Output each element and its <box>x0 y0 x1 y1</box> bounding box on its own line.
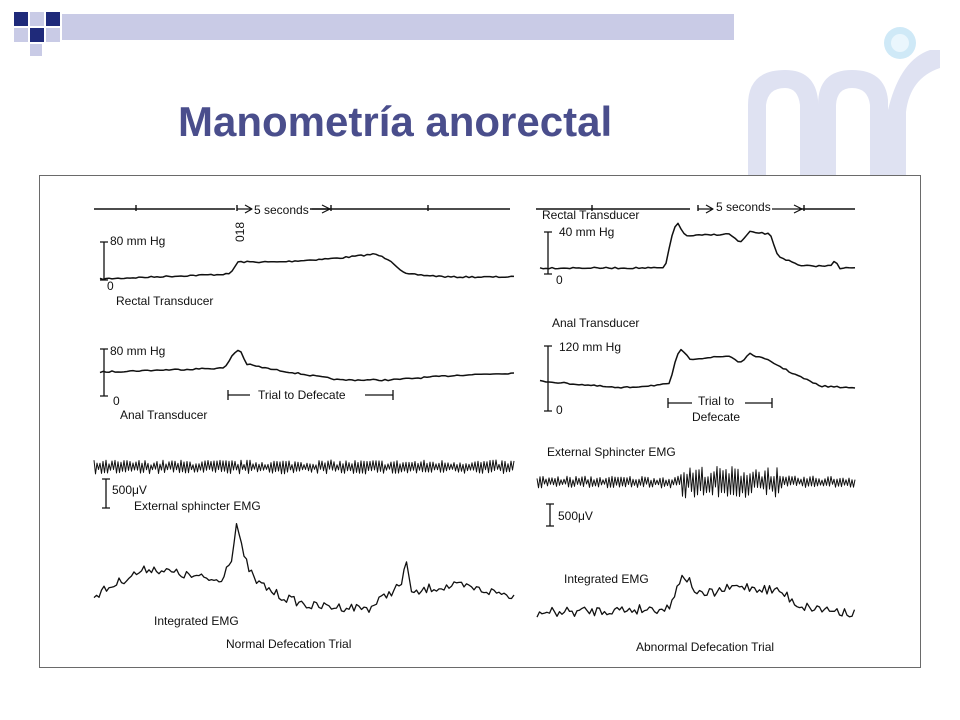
abnormal-anal-trace <box>540 350 855 388</box>
abnormal-emg-scale: 500μV <box>558 509 593 523</box>
deco-square-dark-2 <box>46 12 60 26</box>
normal-emg-label: External sphincter EMG <box>134 499 261 513</box>
abnormal-trial-label-1: Trial to <box>698 394 735 408</box>
deco-square-dark-1 <box>14 12 28 26</box>
abnormal-anal-scale-bar <box>544 346 552 411</box>
logo-icon <box>748 27 940 175</box>
deco-square-light-2 <box>14 28 28 42</box>
abnormal-integrated-label: Integrated EMG <box>564 572 649 586</box>
manometry-figure <box>39 175 921 668</box>
normal-rectal-scale: 80 mm Hg <box>110 234 166 248</box>
abnormal-anal-zero: 0 <box>556 403 563 417</box>
abnormal-time-marker: 5 seconds <box>716 200 771 214</box>
deco-square-dark-3 <box>30 28 44 42</box>
normal-emg-scale: 500μV <box>112 483 147 497</box>
abnormal-anal-label: Anal Transducer <box>552 316 640 330</box>
abnormal-rectal-scale: 40 mm Hg <box>559 225 615 239</box>
normal-integrated-label: Integrated EMG <box>154 614 239 628</box>
normal-emg-trace <box>94 460 514 474</box>
normal-event-code: 018 <box>233 221 247 242</box>
abnormal-emg-scale-bar <box>546 504 554 526</box>
deco-square-light-1 <box>30 12 44 26</box>
normal-rectal-scale-bar <box>100 242 108 280</box>
abnormal-rectal-label: Rectal Transducer <box>542 208 640 222</box>
abnormal-emg-trace <box>537 467 855 498</box>
normal-time-marker: 5 seconds <box>254 203 309 217</box>
abnormal-emg-label: External Sphincter EMG <box>547 445 676 459</box>
slide-decoration <box>0 0 960 175</box>
header-bar <box>62 14 734 40</box>
normal-trial-label: Trial to Defecate <box>258 388 346 402</box>
deco-square-light-4 <box>30 44 42 56</box>
normal-emg-scale-bar <box>102 479 110 508</box>
normal-rectal-label: Rectal Transducer <box>116 294 214 308</box>
abnormal-rectal-zero: 0 <box>556 273 563 287</box>
normal-rectal-trace <box>100 254 514 280</box>
normal-integrated-trace <box>94 524 514 613</box>
normal-anal-scale: 80 mm Hg <box>110 344 166 358</box>
normal-caption: Normal Defecation Trial <box>226 637 352 651</box>
normal-anal-zero: 0 <box>113 394 120 408</box>
deco-square-light-3 <box>46 28 60 42</box>
normal-rectal-zero: 0 <box>107 279 114 293</box>
abnormal-caption: Abnormal Defecation Trial <box>636 640 775 654</box>
normal-anal-label: Anal Transducer <box>120 408 208 422</box>
abnormal-anal-scale: 120 mm Hg <box>559 340 622 354</box>
slide-title: Manometría anorectal <box>178 98 613 145</box>
abnormal-trial-label-2: Defecate <box>692 410 741 424</box>
